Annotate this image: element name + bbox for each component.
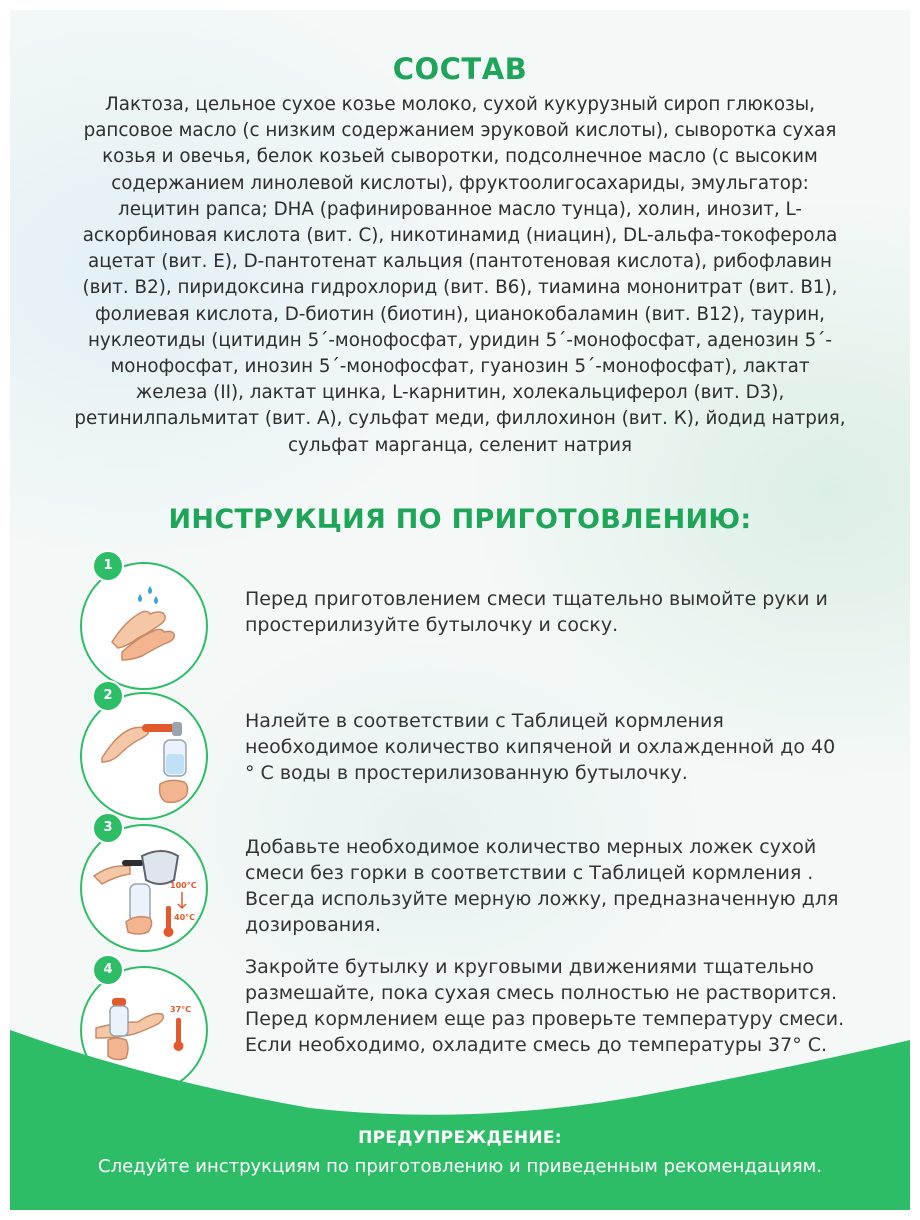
- composition-text: Лактоза, цельное сухое козье молоко, сухой кукурузный сироп глюкозы, рапсовое масло (с низким содержанием эруковой кислоты), сыворотка сухая козья и овечья, белок козьей сыворотки, подсолнечное масло (с высоким содержанием линолевой кислоты), фруктоолигосахариды, эмульгатор: лецитин рапса; DHA (рафинированное масло тунца), холин, инозит, L-аскорбиновая кислота (вит. С), никотинамид (ниацин), DL-альфа-токоферола ацетат (вит. Е), D-пантотенат кальция (пантотеновая кислота), рибофлавин (вит. В2), пиридоксина гидрохлорид (вит. В6), тиамина мононитрат (вит. В1), фолиевая кислота, D-биотин (биотин), цианокобаламин (вит. В12), таурин, нуклеотиды (цитидин 5´-монофосфат, уридин 5´-монофосфат, аденозин 5´-монофосфат, инозин 5´-монофосфат, гуанозин 5´-монофосфат), лактат железа (II), лактат цинка, L-карнитин, холекальциферол (вит. D3), ретинилпальмитат (вит. А), сульфат меди, филлохинон (вит. К), йодид натрия, сульфат марганца, селенит натрия: [74, 94, 846, 456]
- step-number-badge: 3: [92, 812, 124, 844]
- warning-title: ПРЕДУПРЕЖДЕНИЕ:: [358, 1128, 562, 1148]
- step-number-badge: 2: [92, 680, 124, 712]
- instructions-title: ИНСТРУКЦИЯ ПО ПРИГОТОВЛЕНИЮ:: [168, 504, 752, 535]
- step-text: Налейте в соответствии с Таблицей кормления необходимое количество кипяченой и охлажденной до 40 ° С воды в простерилизованную бутылочку.: [245, 710, 836, 784]
- step-text: Добавьте необходимое количество мерных ложек сухой смеси без горки в соответствии с Таблицей кормления . Всегда используйте мерную ложку, предназначенную для дозирования.: [245, 836, 839, 936]
- temp-from-label: 100°C: [170, 881, 197, 890]
- temp-label: 37°C: [170, 1005, 192, 1014]
- temp-to-label: 40°C: [174, 913, 196, 922]
- warning-text: Следуйте инструкциям по приготовлению и приведенным рекомендациям.: [98, 1156, 822, 1177]
- step-text: Перед приготовлением смеси тщательно вымойте руки и простерилизуйте бутылочку и соску.: [245, 588, 828, 636]
- step-text: Закройте бутылку и круговыми движениями тщательно размешайте, пока сухая смесь полностью не растворится. Перед кормлением еще раз проверьте температуру смеси. Если необходимо, охладите смесь до температуры 37° С.: [245, 956, 845, 1056]
- composition-title: СОСТАВ: [392, 52, 528, 86]
- pouring-water-icon: [80, 692, 208, 820]
- footer-wave-background: [10, 1010, 910, 1210]
- page-sheet: [10, 10, 910, 1210]
- step-number-badge: 4: [92, 954, 124, 986]
- step-number-badge: 1: [92, 550, 124, 582]
- boiling-water-icon: [80, 824, 208, 952]
- hand-washing-icon: [80, 562, 208, 690]
